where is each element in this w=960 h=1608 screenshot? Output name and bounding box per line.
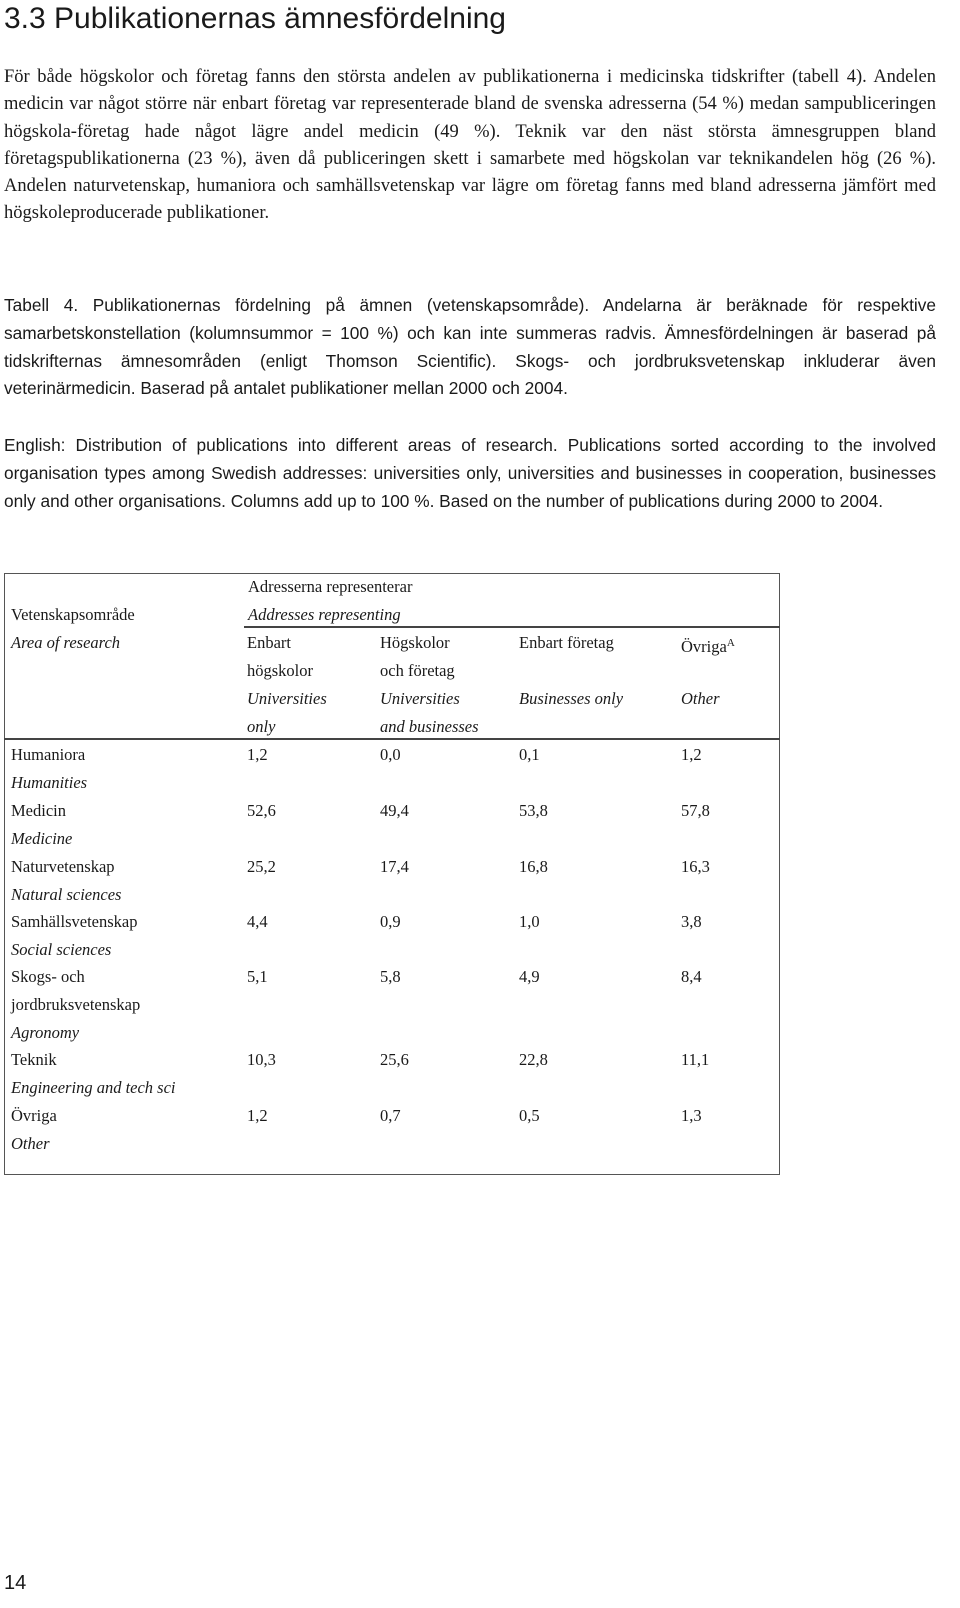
- table-cell: 0,5: [519, 1106, 540, 1125]
- footnote-marker: A: [726, 637, 735, 649]
- column-header-other-english: Other: [681, 689, 720, 708]
- area-header-english: Area of research: [11, 633, 121, 652]
- table-cell: 3,8: [681, 912, 702, 931]
- row-label: Teknik: [11, 1050, 57, 1069]
- table-cell: 0,7: [380, 1106, 401, 1125]
- table-cell: 49,4: [380, 801, 409, 820]
- row-label-english: Agronomy: [11, 1023, 80, 1042]
- table-cell: 0,1: [519, 745, 540, 764]
- row-label-english: Social sciences: [11, 940, 112, 959]
- area-header: Vetenskapsområde: [11, 605, 135, 624]
- table-cell: 4,4: [247, 912, 268, 931]
- row-label: Naturvetenskap: [11, 857, 115, 876]
- table-cell: 5,8: [380, 967, 401, 986]
- table-cell: 1,0: [519, 912, 540, 931]
- table-cell: 1,2: [247, 1106, 268, 1125]
- table-cell: 1,2: [681, 745, 702, 764]
- table-cell: 22,8: [519, 1050, 548, 1069]
- column-header-universities-only-line2: högskolor: [247, 661, 313, 680]
- table-cell: 1,3: [681, 1106, 702, 1125]
- row-label-english: Humanities: [11, 773, 88, 792]
- row-label: Övriga: [11, 1106, 57, 1125]
- column-header-universities-and-businesses-line2: och företag: [380, 661, 455, 680]
- row-label: Medicin: [11, 801, 66, 820]
- group-header-rule: [244, 626, 780, 628]
- row-label: Samhällsvetenskap: [11, 912, 138, 931]
- table-cell: 16,3: [681, 857, 710, 876]
- column-header-universities-and-businesses-english-line2: and businesses: [380, 717, 479, 736]
- column-header-universities-and-businesses-english: Universities: [380, 689, 460, 708]
- group-header: Adresserna representerar: [248, 577, 413, 596]
- header-rule: [4, 738, 780, 740]
- column-header-other: [681, 633, 735, 657]
- table-caption-english: English: Distribution of publications into different areas of research. Publications sorted according to the involved organisation types among Swedish addresses: universities only, universities and businesses in cooperation, businesses only and other organisations. Columns add up to 100 %. Based on the number of publications during 2000 to 2004.: [4, 435, 936, 511]
- column-header-universities-only-english-line2: only: [247, 717, 276, 736]
- column-header-other-label: Övriga: [681, 637, 727, 656]
- table-cell: 5,1: [247, 967, 268, 986]
- row-label: Humaniora: [11, 745, 86, 764]
- page-number: 14: [4, 1572, 27, 1594]
- table-cell: 53,8: [519, 801, 548, 820]
- table-cell: 17,4: [380, 857, 409, 876]
- column-header-universities-and-businesses: Högskolor: [380, 633, 450, 652]
- row-label-english: Natural sciences: [11, 885, 122, 904]
- table-cell: 11,1: [681, 1050, 710, 1069]
- table-cell: 8,4: [681, 967, 702, 986]
- column-header-universities-only-english: Universities: [247, 689, 327, 708]
- column-header-businesses-only: Enbart företag: [519, 633, 614, 652]
- group-header-english: Addresses representing: [248, 605, 401, 624]
- table-cell: 57,8: [681, 801, 710, 820]
- column-header-businesses-only-english: Businesses only: [519, 689, 624, 708]
- row-label: Skogs- och: [11, 967, 85, 986]
- column-header-universities-only: Enbart: [247, 633, 291, 652]
- row-label-english: Other: [11, 1134, 50, 1153]
- row-label-english: Medicine: [11, 829, 73, 848]
- table-cell: 0,0: [380, 745, 401, 764]
- row-label-english: Engineering and tech sci: [11, 1078, 176, 1097]
- table-cell: 25,6: [380, 1050, 409, 1069]
- table-cell: 1,2: [247, 745, 268, 764]
- row-label-line2: jordbruksvetenskap: [11, 995, 141, 1014]
- body-paragraph: För både högskolor och företag fanns den största andelen av publikationerna i medicinska tidskrifter (tabell 4). Andelen medicin var något större när enbart företag var representerade bland de svenska adresserna (54 %) medan sampubliceringen högskola-företag hade något lägre andel medicin (49 %). Teknik var den näst största ämnesgruppen bland företagspublikationerna (23 %), även då publiceringen skett i samarbete med högskolan var teknikandelen hög (26 %). Andelen naturvetenskap, humaniora och samhällsvetenskap var lägre om företag fanns med bland adresserna jämfört med högskoleproducerade publikationer.: [4, 67, 936, 224]
- table-cell: 16,8: [519, 857, 548, 876]
- table-caption-swedish: Tabell 4. Publikationernas fördelning på ämnen (vetenskapsområde). Andelarna är beräknade för respektive samarbetskonstellation (kolumnsummor = 100 %) och kan inte summeras radvis. Ämnesfördelningen är baserad på tidskrifternas ämnesområden (enligt Thomson Scientific). Skogs- och jordbruksvetenskap inkluderar även veterinärmedicin. Baserad på antalet publikationer mellan 2000 och 2004.: [4, 295, 936, 399]
- table-cell: 10,3: [247, 1050, 276, 1069]
- table-cell: 4,9: [519, 967, 540, 986]
- table-cell: 52,6: [247, 801, 276, 820]
- table-cell: 25,2: [247, 857, 276, 876]
- table-cell: 0,9: [380, 912, 401, 931]
- section-heading: 3.3 Publikationernas ämnesfördelning: [4, 2, 506, 35]
